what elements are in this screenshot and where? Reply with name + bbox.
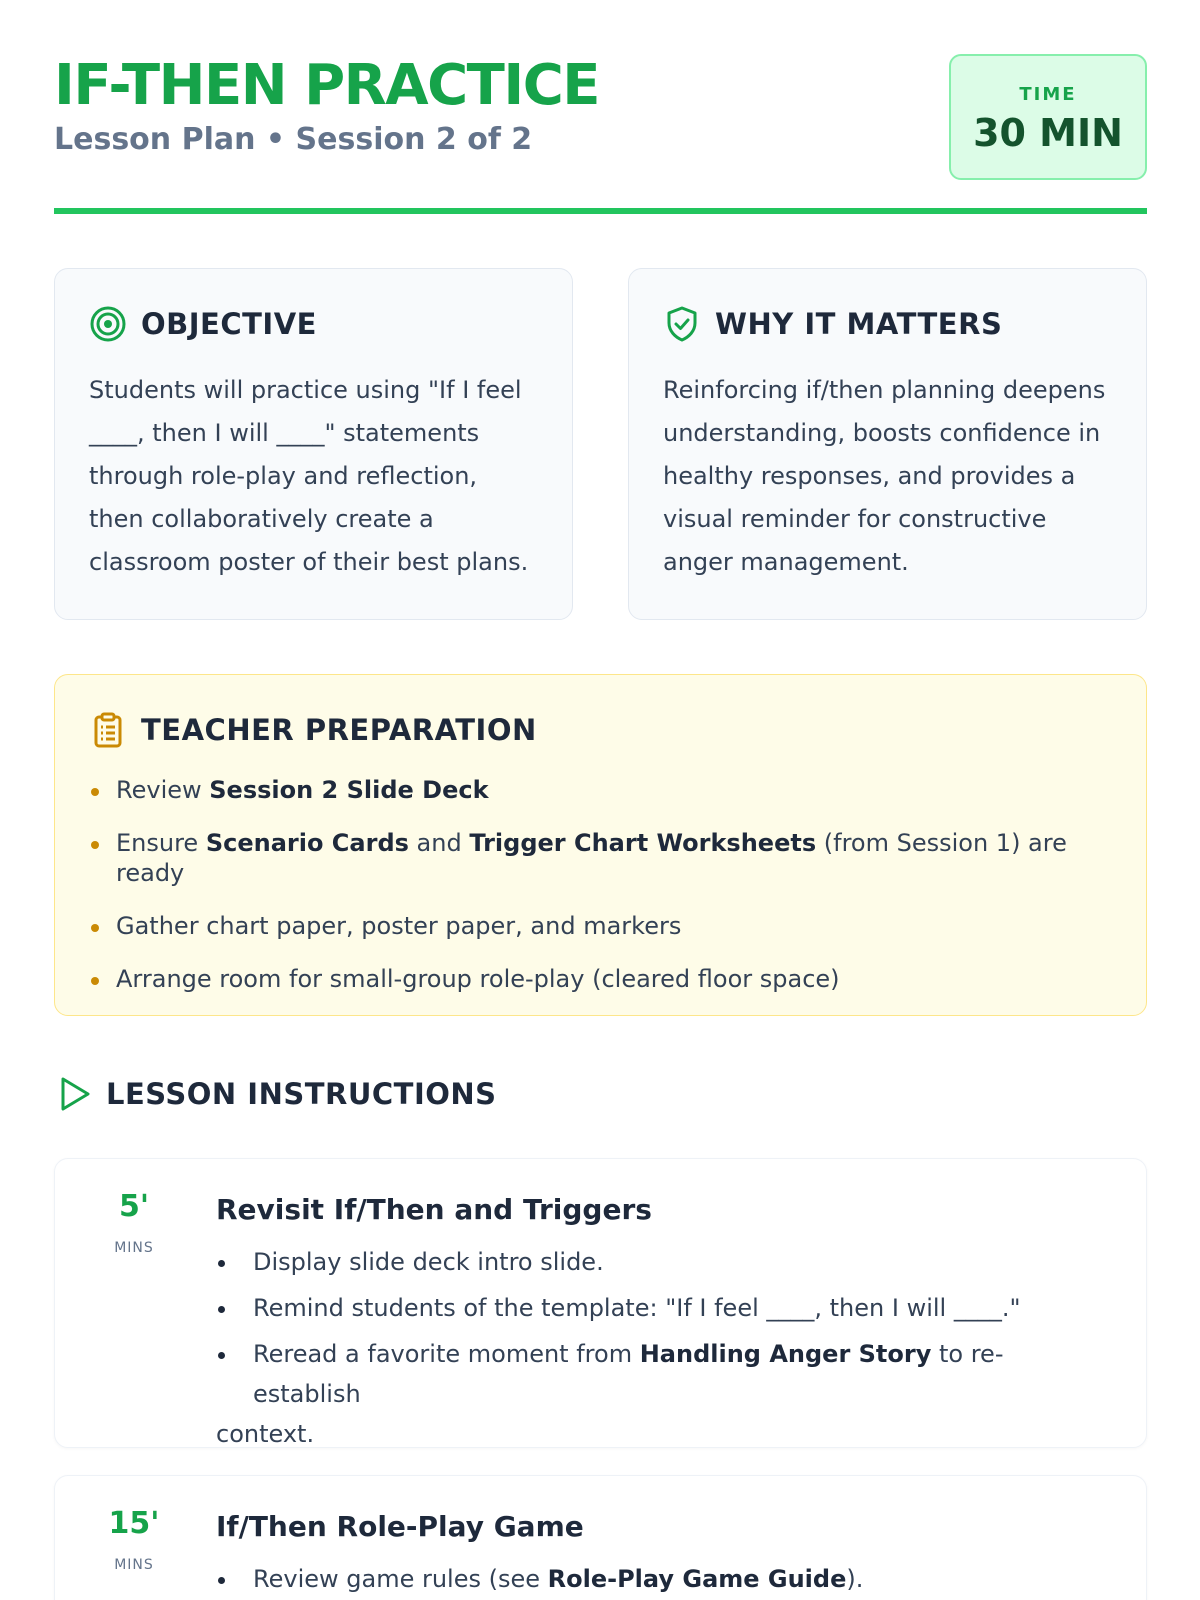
step-item: Reread a favorite moment from Handling Anger Story to re-establish	[216, 1334, 1106, 1414]
time-label: TIME	[1019, 84, 1077, 105]
step-duration	[89, 1506, 179, 1573]
step-list	[216, 1242, 1106, 1414]
step-title: Revisit If/Then and Triggers	[216, 1193, 652, 1226]
instructions-heading-text: LESSON INSTRUCTIONS	[106, 1077, 497, 1111]
play-icon	[58, 1075, 92, 1113]
step-duration	[89, 1189, 179, 1256]
time-value: 30 MIN	[973, 111, 1123, 155]
lesson-instructions-heading	[58, 1075, 497, 1113]
step-list	[216, 1559, 1106, 1599]
why-heading	[663, 305, 1112, 343]
step-item-continuation: context.	[216, 1420, 315, 1448]
shield-check-icon	[663, 305, 701, 343]
why-heading-text: WHY IT MATTERS	[715, 307, 1003, 341]
prep-item: Review Session 2 Slide Deck	[89, 775, 1112, 805]
step-item: Display slide deck intro slide.	[216, 1242, 1106, 1282]
target-icon	[89, 305, 127, 343]
objective-text: Students will practice using "If I feel ____, then I will ____" statements through role-play and reflection, then collaboratively create a classroom poster of their best plans.	[89, 376, 529, 576]
prep-item: Ensure Scenario Cards and Trigger Chart Worksheets (from Session 1) are ready	[89, 828, 1112, 888]
prep-item: Arrange room for small-group role-play (cleared floor space)	[89, 964, 1112, 994]
step-unit: MINS	[114, 1240, 154, 1256]
why-it-matters-card	[628, 268, 1147, 620]
header-divider	[54, 208, 1147, 214]
step-unit: MINS	[114, 1557, 154, 1573]
teacher-preparation-card	[54, 674, 1147, 1016]
prep-heading-text: TEACHER PREPARATION	[141, 713, 537, 747]
step-item: Review game rules (see Role-Play Game Guide).	[216, 1559, 1106, 1599]
prep-item: Gather chart paper, poster paper, and markers	[89, 911, 1112, 941]
page-title: IF-THEN PRACTICE	[54, 53, 600, 118]
lesson-step	[54, 1475, 1147, 1600]
lesson-step	[54, 1158, 1147, 1448]
why-text: Reinforcing if/then planning deepens understanding, boosts confidence in healthy responses, and provides a visual reminder for constructive anger management.	[663, 376, 1106, 576]
prep-list	[89, 775, 1112, 994]
clipboard-icon	[89, 711, 127, 749]
time-badge	[949, 54, 1147, 180]
step-item: Remind students of the template: "If I feel ____, then I will ____."	[216, 1288, 1106, 1328]
step-minutes: 15'	[108, 1506, 160, 1541]
step-body	[216, 1193, 1106, 1454]
step-minutes: 5'	[118, 1189, 150, 1224]
step-title: If/Then Role-Play Game	[216, 1510, 584, 1543]
objective-heading-text: OBJECTIVE	[141, 307, 317, 341]
objective-heading	[89, 305, 538, 343]
step-body	[216, 1510, 1106, 1600]
page-subtitle: Lesson Plan • Session 2 of 2	[54, 122, 533, 157]
prep-heading	[89, 711, 1112, 749]
objective-card	[54, 268, 573, 620]
page-header	[54, 54, 1147, 214]
